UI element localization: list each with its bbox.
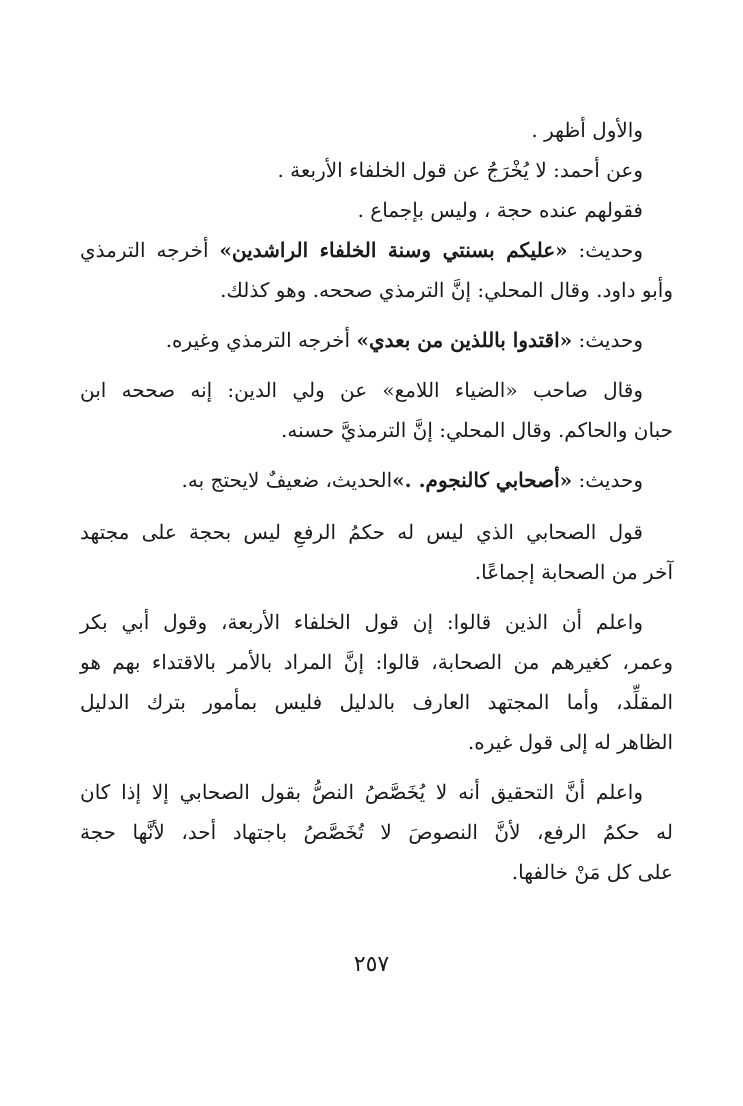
text-line: وأبو داود. وقال المحلي: إنَّ الترمذي صححه. وهو كذلك.: [220, 278, 673, 302]
text-line: وعمر، كغيرهم من الصحابة، قالوا: إنَّ المراد بالأمر بالاقتداء بهم هو: [80, 650, 673, 674]
text-run: أخرجه الترمذي: [80, 238, 220, 262]
paragraph-hadith-sunnah: [80, 230, 673, 310]
text-line: وقال صاحب «الضياء اللامع» عن ولي الدين: إنه صححه ابن: [80, 378, 643, 402]
text-line: والأول أظهر .: [531, 118, 643, 142]
text-run: الحديث، ضعيفٌ لايحتج به.: [181, 468, 393, 492]
text-run: وحديث:: [567, 238, 643, 262]
hadith-quote: «اقتدوا باللذين من بعدي»: [356, 328, 573, 352]
text-line: [80, 460, 643, 500]
page-number: ٢٥٧: [353, 952, 390, 977]
text-line: على كل مَنْ خالفها.: [511, 860, 673, 884]
text-line: قول الصحابي الذي ليس له حكمُ الرفعِ ليس بحجة على مجتهد: [80, 520, 643, 544]
page-body: [80, 110, 673, 892]
paragraph-hadith-iqtida: [80, 320, 673, 360]
text-line: المقلِّد، وأما المجتهد العارف بالدليل فليس بمأمور بترك الدليل: [80, 690, 673, 714]
text-line: آخر من الصحابة إجماعًا.: [474, 560, 673, 584]
paragraph-ahmad: [80, 150, 673, 190]
text-line: له حكمُ الرفع، لأنَّ النصوصَ لا تُخَصَّصُ باجتهاد أحد، لأنَّها حجة: [80, 820, 673, 844]
text-line: فقولهم عنده حجة ، وليس بإجماع .: [357, 198, 643, 222]
paragraph-qawl-sahabi: [80, 512, 673, 592]
hadith-quote: «أصحابي كالنجوم. .»: [392, 468, 573, 492]
text-run: وحديث:: [572, 468, 643, 492]
text-line: وعن أحمد: لا يُخْرَجُ عن قول الخلفاء الأربعة .: [277, 158, 643, 182]
text-line: [80, 320, 643, 360]
text-line: واعلم أنَّ التحقيق أنه لا يُخَصَّصُ النصُّ بقول الصحابي إلا إذا كان: [80, 780, 643, 804]
text-line: الظاهر له إلى قول غيره.: [467, 730, 673, 754]
text-run: وحديث:: [572, 328, 643, 352]
paragraph-opinion: [80, 110, 673, 150]
hadith-quote: «عليكم بسنتي وسنة الخلفاء الراشدين»: [219, 238, 568, 262]
paragraph-takhsis: [80, 772, 673, 892]
paragraph-hadith-nujum: [80, 460, 673, 500]
text-line: [80, 230, 673, 270]
paragraph-diya: [80, 370, 673, 450]
text-line: واعلم أن الذين قالوا: إن قول الخلفاء الأربعة، وقول أبي بكر: [80, 610, 643, 634]
paragraph-hujjah: [80, 190, 673, 230]
text-run: أخرجه الترمذي وغيره.: [165, 328, 357, 352]
paragraph-khulafa: [80, 602, 673, 762]
text-line: حبان والحاكم. وقال المحلي: إنَّ الترمذيَّ حسنه.: [281, 418, 673, 442]
